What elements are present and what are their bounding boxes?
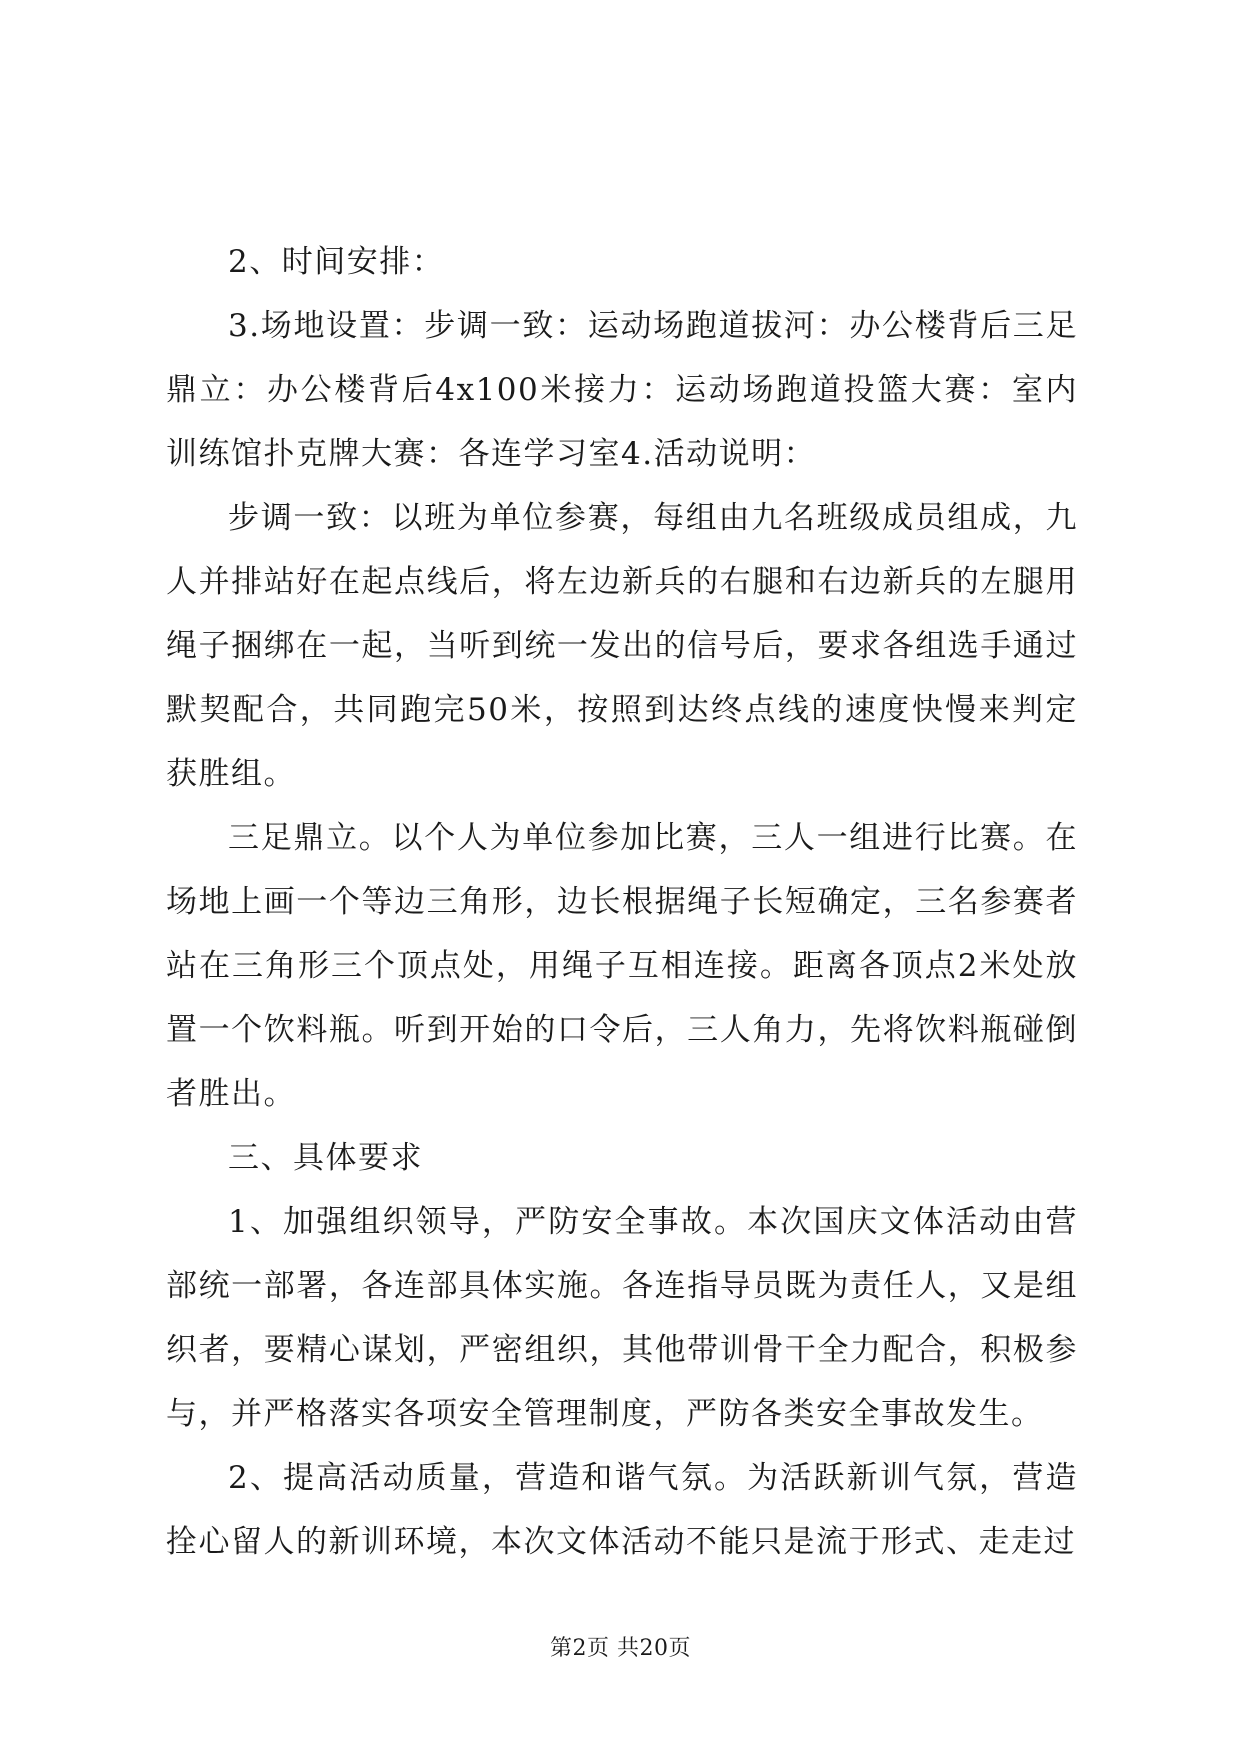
paragraph-organization-safety: 1、加强组织领导，严防安全事故。本次国庆文体活动由营部统一部署，各连部具体实施。各连指导员既为责任人，又是组织者，要精心谋划，严密组织，其他带训骨干全力配合，积极参与，并严格落实各项安全管理制度，严防各类安全事故发生。 [166,1204,1078,1432]
paragraph-venue-setup: 3.场地设置：步调一致：运动场跑道拔河：办公楼背后三足鼎立：办公楼背后4x100米接力：运动场跑道投篮大赛：室内训练馆扑克牌大赛：各连学习室4.活动说明： [166,308,1078,472]
page-number-footer: 第2页 共20页 [550,1636,691,1661]
paragraph-activity-quality: 2、提高活动质量，营造和谐气氛。为活跃新训气氛，营造拴心留人的新训环境，本次文体活动不能只是流于形式、走走过 [166,1460,1078,1560]
section-heading-requirements: 三、具体要求 [228,1140,423,1176]
paragraph-three-legged-stand: 三足鼎立。以个人为单位参加比赛，三人一组进行比赛。在场地上画一个等边三角形，边长根据绳子长短确定，三名参赛者站在三角形三个顶点处，用绳子互相连接。距离各顶点2米处放置一个饮料瓶。听到开始的口令后，三人角力，先将饮料瓶碰倒者胜出。 [166,820,1078,1112]
document-body [166,230,1078,1574]
paragraph-step-in-unison: 步调一致：以班为单位参赛，每组由九名班级成员组成，九人并排站好在起点线后，将左边新兵的右腿和右边新兵的左腿用绳子捆绑在一起，当听到统一发出的信号后，要求各组选手通过默契配合，共同跑完50米，按照到达终点线的速度快慢来判定获胜组。 [166,500,1078,792]
paragraph-time-schedule: 2、时间安排： [228,244,445,280]
